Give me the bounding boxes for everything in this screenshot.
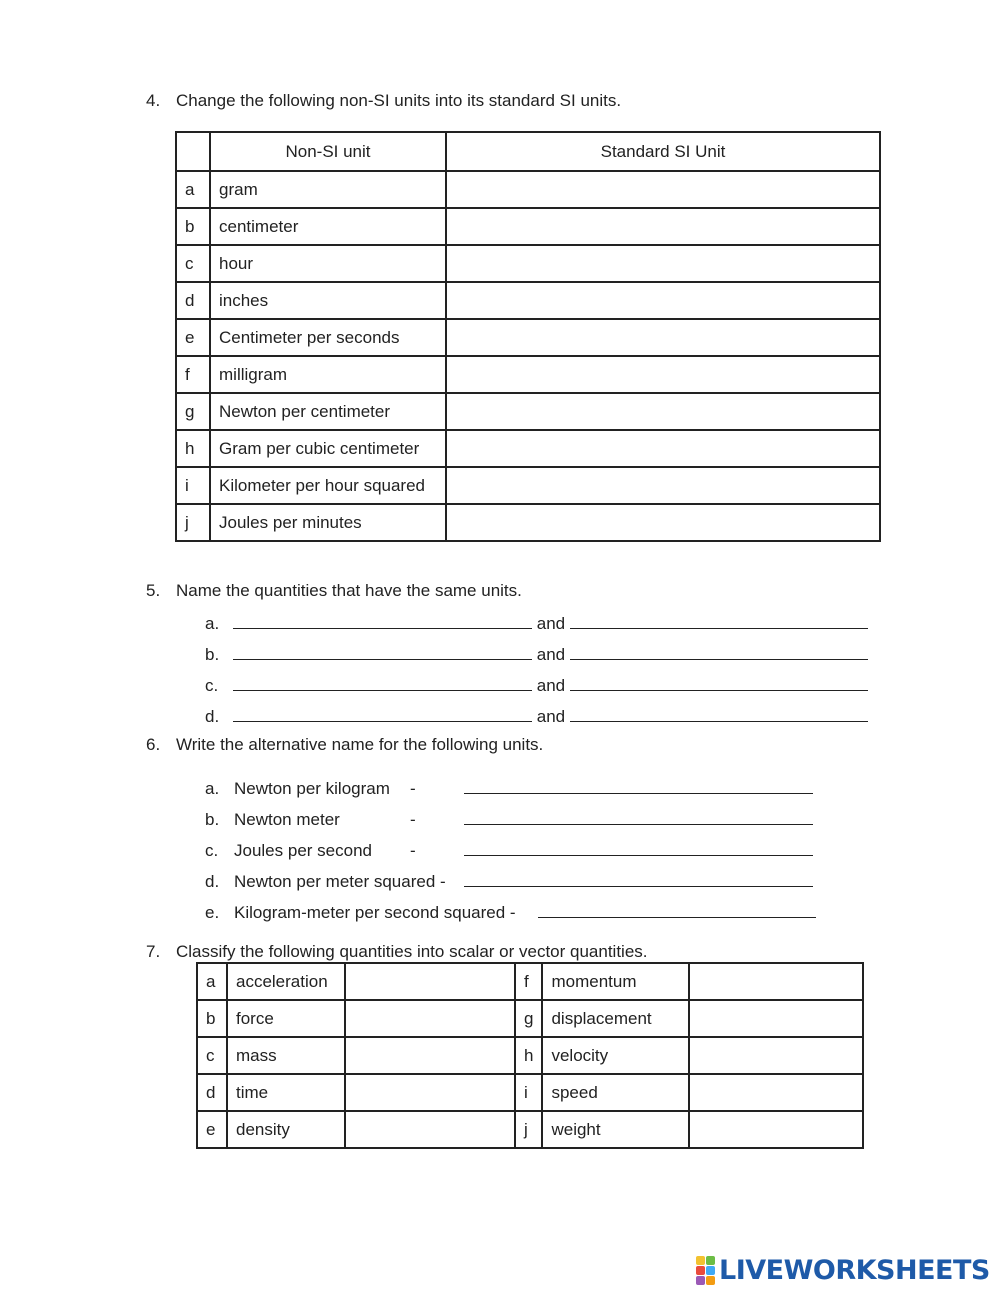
header-standard-si: Standard SI Unit bbox=[446, 132, 880, 171]
answer-blank[interactable] bbox=[233, 612, 532, 629]
header-non-si: Non-SI unit bbox=[210, 132, 446, 171]
answer-blank[interactable] bbox=[570, 612, 868, 629]
q6-item-e: e. Kilogram-meter per second squared - bbox=[205, 901, 816, 923]
answer-blank[interactable] bbox=[464, 839, 813, 856]
answer-cell[interactable] bbox=[446, 319, 880, 356]
row-unit: centimeter bbox=[210, 208, 446, 245]
table-row bbox=[197, 1037, 863, 1074]
answer-cell[interactable] bbox=[446, 356, 880, 393]
header-letter bbox=[176, 132, 210, 171]
answer-cell[interactable] bbox=[446, 208, 880, 245]
table-row bbox=[176, 245, 880, 282]
answer-cell[interactable] bbox=[446, 282, 880, 319]
row-letter: e bbox=[197, 1111, 227, 1148]
answer-cell[interactable] bbox=[689, 1000, 863, 1037]
table-row bbox=[197, 1000, 863, 1037]
quantity-cell: velocity bbox=[542, 1037, 689, 1074]
table-row bbox=[176, 467, 880, 504]
table-row bbox=[197, 963, 863, 1000]
row-letter: d bbox=[176, 282, 210, 319]
answer-blank[interactable] bbox=[464, 870, 813, 887]
table-row bbox=[176, 208, 880, 245]
answer-cell[interactable] bbox=[345, 1074, 515, 1111]
table-row bbox=[176, 393, 880, 430]
row-letter: b bbox=[197, 1000, 227, 1037]
row-unit: inches bbox=[210, 282, 446, 319]
question-7-title: 7. Classify the following quantities into scalar or vector quantities. bbox=[146, 942, 648, 961]
table-row bbox=[176, 356, 880, 393]
question-6-title: 6. Write the alternative name for the following units. bbox=[146, 735, 544, 754]
answer-cell[interactable] bbox=[446, 467, 880, 504]
table-row bbox=[197, 1111, 863, 1148]
q6-item-a: a. Newton per kilogram - bbox=[205, 777, 813, 799]
quantity-cell: acceleration bbox=[227, 963, 345, 1000]
table-row bbox=[197, 1074, 863, 1111]
scalar-vector-table bbox=[196, 962, 864, 1149]
liveworksheets-logo bbox=[696, 1254, 990, 1286]
quantity-cell: force bbox=[227, 1000, 345, 1037]
row-letter: f bbox=[515, 963, 542, 1000]
answer-cell[interactable] bbox=[446, 171, 880, 208]
answer-cell[interactable] bbox=[345, 963, 515, 1000]
quantity-cell: weight bbox=[542, 1111, 689, 1148]
answer-cell[interactable] bbox=[689, 1074, 863, 1111]
table-row bbox=[176, 430, 880, 467]
answer-cell[interactable] bbox=[345, 1037, 515, 1074]
row-unit: Gram per cubic centimeter bbox=[210, 430, 446, 467]
table-row bbox=[176, 319, 880, 356]
answer-cell[interactable] bbox=[345, 1000, 515, 1037]
table-row bbox=[176, 504, 880, 541]
answer-blank[interactable] bbox=[233, 674, 532, 691]
si-units-table bbox=[175, 131, 881, 542]
answer-cell[interactable] bbox=[446, 393, 880, 430]
answer-blank[interactable] bbox=[464, 808, 813, 825]
answer-blank[interactable] bbox=[570, 643, 868, 660]
answer-cell[interactable] bbox=[689, 1037, 863, 1074]
row-unit: milligram bbox=[210, 356, 446, 393]
table-header-row bbox=[176, 132, 880, 171]
q6-item-b: b. Newton meter - bbox=[205, 808, 813, 830]
row-letter: g bbox=[176, 393, 210, 430]
q6-item-d: d. Newton per meter squared - bbox=[205, 870, 813, 892]
row-unit: Kilometer per hour squared bbox=[210, 467, 446, 504]
row-unit: hour bbox=[210, 245, 446, 282]
row-letter: c bbox=[176, 245, 210, 282]
quantity-cell: density bbox=[227, 1111, 345, 1148]
answer-cell[interactable] bbox=[345, 1111, 515, 1148]
answer-blank[interactable] bbox=[233, 705, 532, 722]
row-letter: e bbox=[176, 319, 210, 356]
question-5-title: 5. Name the quantities that have the same units. bbox=[146, 581, 522, 600]
q5-item-c: c. and bbox=[205, 674, 868, 696]
q5-item-b: b. and bbox=[205, 643, 868, 665]
row-letter: a bbox=[176, 171, 210, 208]
answer-blank[interactable] bbox=[570, 674, 868, 691]
answer-cell[interactable] bbox=[446, 504, 880, 541]
answer-blank[interactable] bbox=[538, 901, 816, 918]
row-letter: d bbox=[197, 1074, 227, 1111]
row-letter: h bbox=[515, 1037, 542, 1074]
row-letter: f bbox=[176, 356, 210, 393]
table-row bbox=[176, 171, 880, 208]
quantity-cell: momentum bbox=[542, 963, 689, 1000]
quantity-cell: mass bbox=[227, 1037, 345, 1074]
answer-blank[interactable] bbox=[464, 777, 813, 794]
row-letter: j bbox=[176, 504, 210, 541]
row-letter: c bbox=[197, 1037, 227, 1074]
answer-cell[interactable] bbox=[689, 963, 863, 1000]
row-unit: Centimeter per seconds bbox=[210, 319, 446, 356]
answer-cell[interactable] bbox=[446, 245, 880, 282]
logo-text: LIVEWORKSHEETS bbox=[719, 1254, 990, 1286]
row-letter: i bbox=[515, 1074, 542, 1111]
answer-cell[interactable] bbox=[446, 430, 880, 467]
logo-cubes-icon bbox=[696, 1256, 715, 1285]
row-letter: g bbox=[515, 1000, 542, 1037]
row-unit: Joules per minutes bbox=[210, 504, 446, 541]
quantity-cell: time bbox=[227, 1074, 345, 1111]
row-letter: a bbox=[197, 963, 227, 1000]
row-letter: b bbox=[176, 208, 210, 245]
q5-item-a: a. and bbox=[205, 612, 868, 634]
question-4-title: 4. Change the following non-SI units into its standard SI units. bbox=[146, 91, 622, 110]
row-unit: gram bbox=[210, 171, 446, 208]
row-letter: h bbox=[176, 430, 210, 467]
answer-blank[interactable] bbox=[570, 705, 868, 722]
table-row bbox=[176, 282, 880, 319]
q5-item-d: d. and bbox=[205, 705, 868, 727]
q6-item-c: c. Joules per second - bbox=[205, 839, 813, 861]
answer-blank[interactable] bbox=[233, 643, 532, 660]
answer-cell[interactable] bbox=[689, 1111, 863, 1148]
row-letter: j bbox=[515, 1111, 542, 1148]
row-unit: Newton per centimeter bbox=[210, 393, 446, 430]
row-letter: i bbox=[176, 467, 210, 504]
quantity-cell: speed bbox=[542, 1074, 689, 1111]
quantity-cell: displacement bbox=[542, 1000, 689, 1037]
